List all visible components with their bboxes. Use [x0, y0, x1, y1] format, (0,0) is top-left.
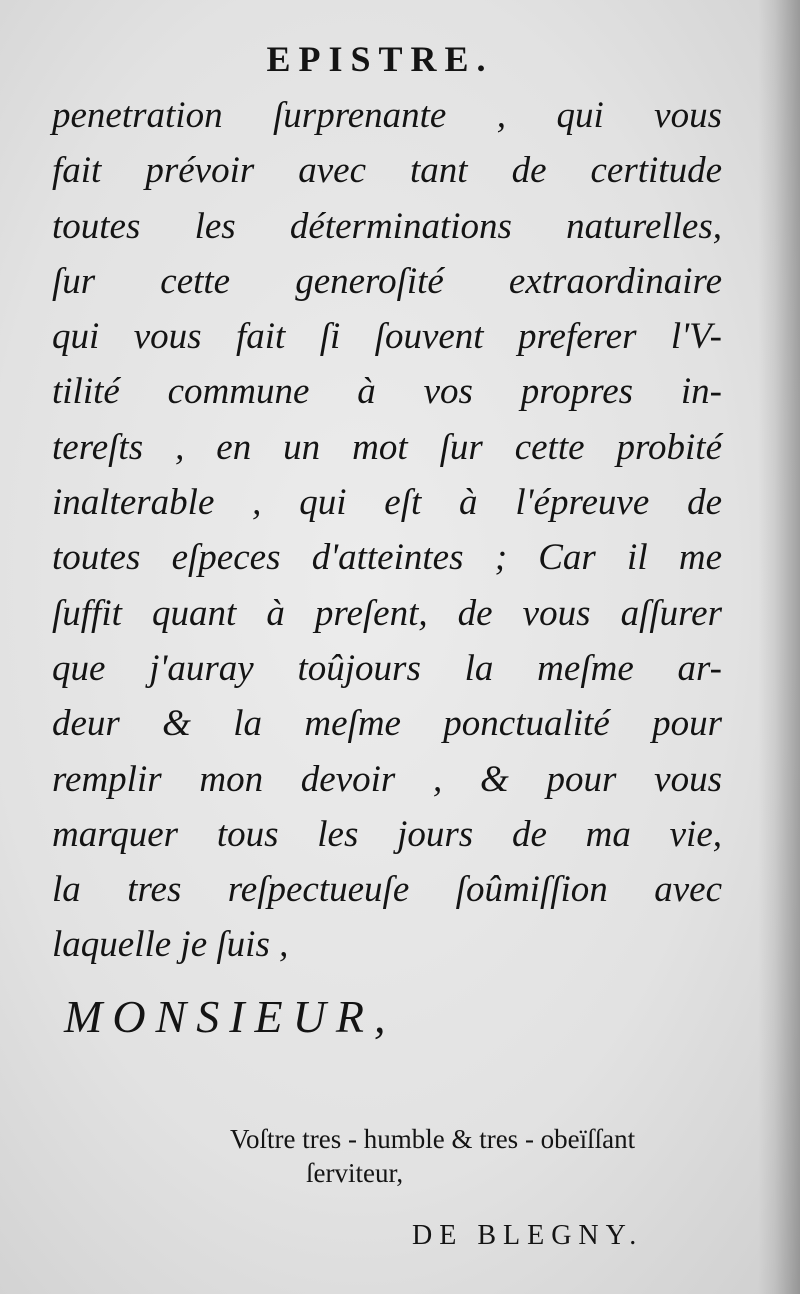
body-line: qui vous fait ſi ſouvent preferer l'V- [52, 316, 722, 358]
running-head: EPISTRE. [266, 39, 494, 79]
signature: DE BLEGNY. [412, 1220, 644, 1251]
letter-body [52, 88, 722, 973]
body-line: ſur cette generoſité extraordinaire [52, 260, 722, 302]
closing-formula [230, 1122, 635, 1190]
closing-line: Voſtre tres - humble & tres - obeïſſant [230, 1124, 636, 1154]
body-line: que j'auray toûjours la meſme ar- [52, 647, 722, 689]
salutation: MONSIEUR, [64, 991, 396, 1042]
body-line-last: laquelle je ſuis , [52, 924, 289, 966]
body-line: la tres reſpectueuſe ſoûmiſſion avec [52, 869, 722, 911]
closing-line: ſerviteur, [306, 1158, 404, 1188]
body-line: penetration ſurprenante , qui vous [52, 95, 722, 136]
body-line: inalterable , qui eſt à l'épreuve de [52, 482, 722, 524]
body-line: deur & la meſme ponctualité pour [52, 703, 722, 745]
body-line: toutes les déterminations naturelles, [52, 205, 722, 247]
body-line: fait prévoir avec tant de certitude [52, 150, 722, 192]
body-line: tereſts , en un mot ſur cette probité [52, 426, 722, 468]
body-line: toutes eſpeces d'atteintes ; Car il me [52, 537, 722, 579]
body-line: ſuffit quant à preſent, de vous aſſurer [52, 592, 722, 634]
body-line: tilité commune à vos propres in- [52, 371, 722, 413]
page-gutter-shadow [758, 0, 800, 1294]
body-line: remplir mon devoir , & pour vous [52, 758, 722, 800]
body-line: marquer tous les jours de ma vie, [52, 813, 722, 855]
